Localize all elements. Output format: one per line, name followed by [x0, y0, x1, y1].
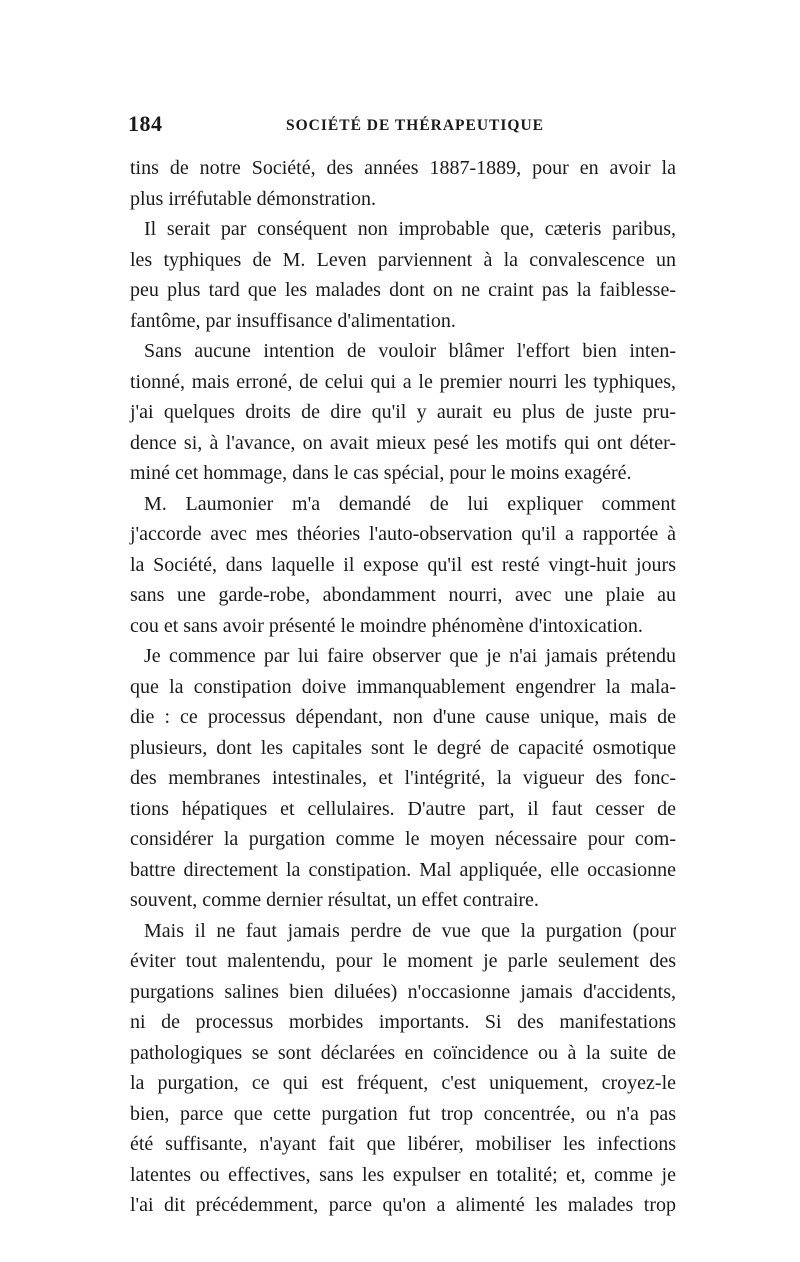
text-line: que la constipation doive immanquablement engendrer la mala- [130, 675, 676, 698]
running-head: SOCIÉTÉ DE THÉRAPEUTIQUE [286, 117, 544, 134]
text-line: cou et sans avoir présenté le moindre phénomène d'intoxication. [130, 614, 643, 637]
text-line: sans une garde-robe, abondamment nourri, avec une plaie au [130, 584, 676, 606]
text-line: battre directement la constipation. Mal appliquée, elle occasionne [130, 858, 676, 881]
text-line: tins de notre Société, des années 1887-1889, pour en avoir la [130, 157, 676, 179]
text-line: éviter tout malentendu, pour le moment je parle seulement des [130, 950, 676, 972]
text-line: été suffisante, n'ayant fait que libérer, mobiliser les infections [130, 1133, 676, 1155]
text-line: dence si, à l'avance, on avait mieux pesé les motifs qui ont déter- [130, 431, 676, 454]
text-line: ni de processus morbides importants. Si des manifestations [130, 1011, 676, 1033]
body-text [130, 153, 676, 1221]
text-line: pathologiques se sont déclarées en coïncidence ou à la suite de [130, 1041, 676, 1064]
text-line: die : ce processus dépendant, non d'une cause unique, mais de [130, 706, 676, 728]
text-line: la Société, dans laquelle il expose qu'il est resté vingt-huit jours [130, 553, 676, 576]
text-line: plusieurs, dont les capitales sont le degré de capacité osmotique [130, 736, 676, 759]
text-line: peu plus tard que les malades dont on ne craint pas la faiblesse- [130, 279, 676, 301]
text-line: les typhiques de M. Leven parviennent à la convalescence un [130, 248, 676, 271]
text-line: Mais il ne faut jamais perdre de vue que la purgation (pour [144, 919, 676, 942]
text-line: l'ai dit précédemment, parce qu'on a alimenté les malades trop [130, 1194, 676, 1216]
text-line: purgations salines bien diluées) n'occasionne jamais d'accidents, [130, 980, 676, 1003]
text-line: Sans aucune intention de vouloir blâmer l'effort bien inten- [144, 340, 676, 362]
page-number: 184 [128, 111, 163, 136]
text-line: j'ai quelques droits de dire qu'il y aurait eu plus de juste pru- [130, 401, 676, 423]
text-line: miné cet hommage, dans le cas spécial, pour le moins exagéré. [130, 462, 632, 484]
text-line: Il serait par conséquent non improbable que, cæteris paribus, [144, 218, 676, 240]
text-line: tionné, mais erroné, de celui qui a le premier nourri les typhiques, [130, 370, 676, 393]
text-line: Je commence par lui faire observer que je n'ai jamais prétendu [144, 645, 676, 667]
text-line: plus irréfutable démonstration. [130, 187, 377, 210]
text-line: latentes ou effectives, sans les expulser en totalité; et, comme je [130, 1163, 676, 1186]
text-line: M. Laumonier m'a demandé de lui expliquer comment [144, 492, 676, 515]
page-header [128, 111, 676, 141]
text-line: j'accorde avec mes théories l'auto-observation qu'il a rapportée à [130, 523, 676, 545]
text-line: la purgation, ce qui est fréquent, c'est uniquement, croyez-le [130, 1072, 676, 1094]
text-line: bien, parce que cette purgation fut trop concentrée, ou n'a pas [130, 1102, 676, 1125]
text-line: considérer la purgation comme le moyen nécessaire pour com- [130, 828, 676, 850]
text-line: tions hépatiques et cellulaires. D'autre part, il faut cesser de [130, 797, 676, 820]
text-line: souvent, comme dernier résultat, un effet contraire. [130, 889, 539, 911]
text-line: des membranes intestinales, et l'intégrité, la vigueur des fonc- [130, 767, 676, 789]
text-line: fantôme, par insuffisance d'alimentation. [130, 309, 456, 332]
